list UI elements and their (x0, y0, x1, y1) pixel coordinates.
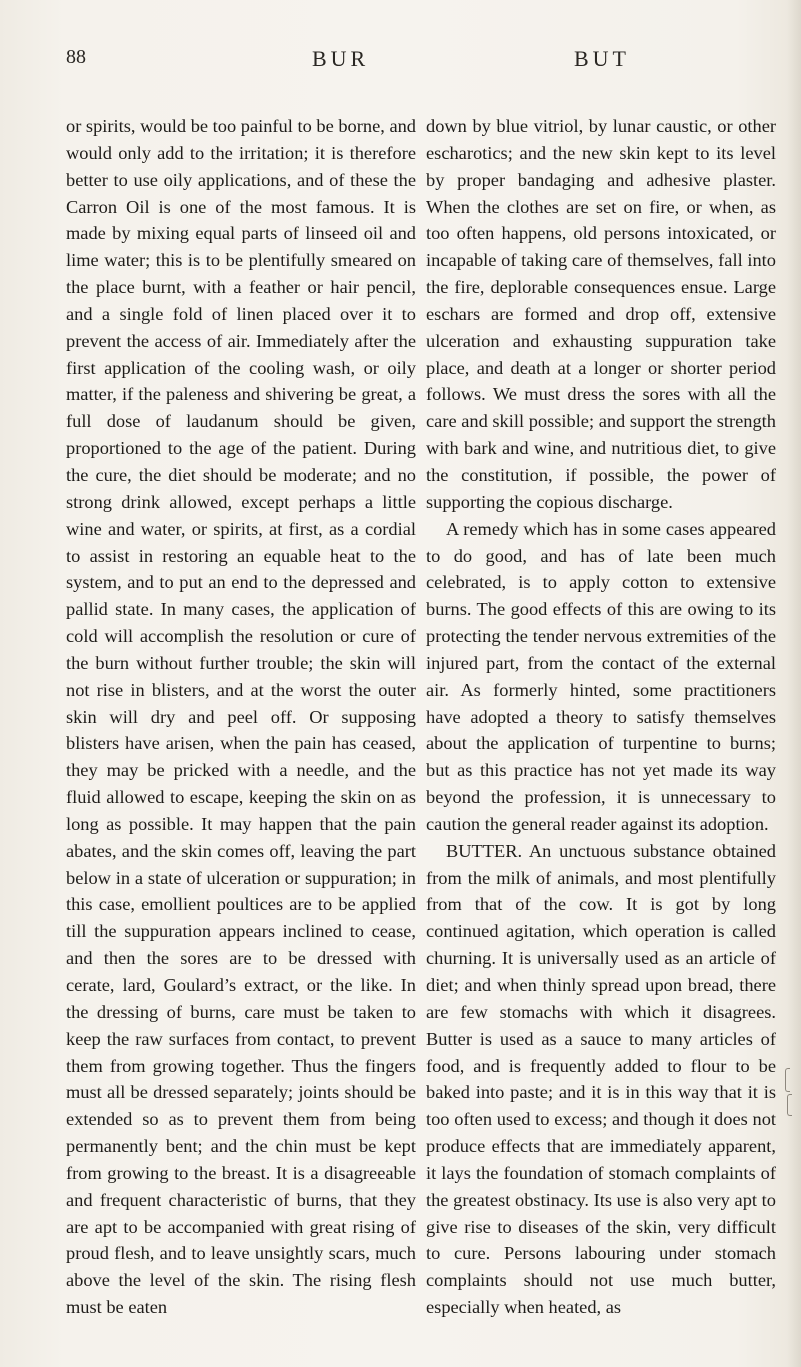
page-edge-shadow (787, 0, 801, 1367)
right-paragraph-2: A remedy which has in some cases appeared to do good, and has of late been much celebrated, is to apply cotton to extensive burns. The good effects of this are owing to its protecting the tender nervous extremities of the injured part, from the contact of the external air. As formerly hinted, some practitioners have adopted a theory to satisfy themselves about the application of turpentine to burns; but as this practice has not yet made its way beyond the profession, it is unnecessary to caution the general reader against its adoption. (426, 518, 776, 834)
right-paragraph-butter: BUTTER. An unctuous substance obtained from the milk of animals, and most plentifully from that of the cow. It is got by long continued agitation, which operation is called churning. It is universally used as an article of diet; and when thinly spread upon bread, there are few stomachs with which it disagrees. Butter is used as a sauce to many articles of food, and is frequently added to flour to be baked into paste; and it is in this way that it is too often used to excess; and though it does not produce effects that are immediately apparent, it lays the foundation of stomach complaints of the greatest obstinacy. Its use is also very apt to give rise to diseases of the skin, very difficult to cure. Persons labouring under stomach complaints should not use much butter, especially when heated, as (426, 840, 776, 1318)
right-paragraph-1: down by blue vitriol, by lunar caustic, or other escharotics; and the new skin kept to its level by proper bandaging and adhesive plaster. When the clothes are set on fire, or when, as too often happens, old persons intoxicated, or incapable of taking care of themselves, fall into the fire, deplorable consequences ensue. Large eschars are formed and drop off, extensive ulceration and exhausting suppuration take place, and death at a longer or shorter period follows. We must dress the sores with all the care and skill possible; and support the strength with bark and wine, and nutritious diet, to give the constitution, if possible, the power of supporting the copious discharge. (426, 116, 776, 512)
page-number: 88 (66, 46, 86, 68)
running-head-right: BUT (574, 46, 630, 71)
right-column (426, 113, 776, 1321)
running-head-left: BUR (312, 46, 370, 71)
left-paragraph-1: or spirits, would be too painful to be borne, and would only add to the irritation; it is therefore better to use oily applications, and of these the Carron Oil is one of the most famous. It is made by mixing equal parts of linseed oil and lime water; this is to be plentifully smeared on the place burnt, with a feather or hair pencil, and a single fold of linen placed over it to prevent the access of air. Immediately after the first application of the cooling wash, or oily matter, if the paleness and shivering be great, a full dose of laudanum should be given, proportioned to the age of the patient. During the cure, the diet should be moderate; and no strong drink allowed, except perhaps a little wine and water, or spirits, at first, as a cordial to assist in restoring an equable heat to the system, and to put an end to the depressed and pallid state. In many cases, the application of cold will accomplish the resolution or cure of the burn without further trouble; the skin will not rise in blisters, and at the worst the outer skin will dry and peel off. Or supposing blisters have arisen, when the pain has ceased, they may be pricked with a needle, and the fluid allowed to escape, keeping the skin on as long as possible. It may happen that the pain abates, and the skin comes off, leaving the part below in a state of ulceration or suppuration; in this case, emollient poultices are to be applied till the suppuration appears inclined to cease, and then the sores are to be dressed with cerate, lard, Goulard’s extract, or the like. In the dressing of burns, care must be taken to keep the raw surfaces from contact, to prevent them from growing together. Thus the fingers must all be dressed separately; joints should be extended so as to prevent them from being permanently bent; and the chin must be kept from growing to the breast. It is a disagreeable and frequent characteristic of burns, that they are apt to be accompanied with great rising of proud flesh, and to leave unsightly scars, much above the level of the skin. The rising flesh must be eaten (66, 116, 416, 1318)
left-column (66, 113, 416, 1321)
page-header (66, 46, 783, 76)
